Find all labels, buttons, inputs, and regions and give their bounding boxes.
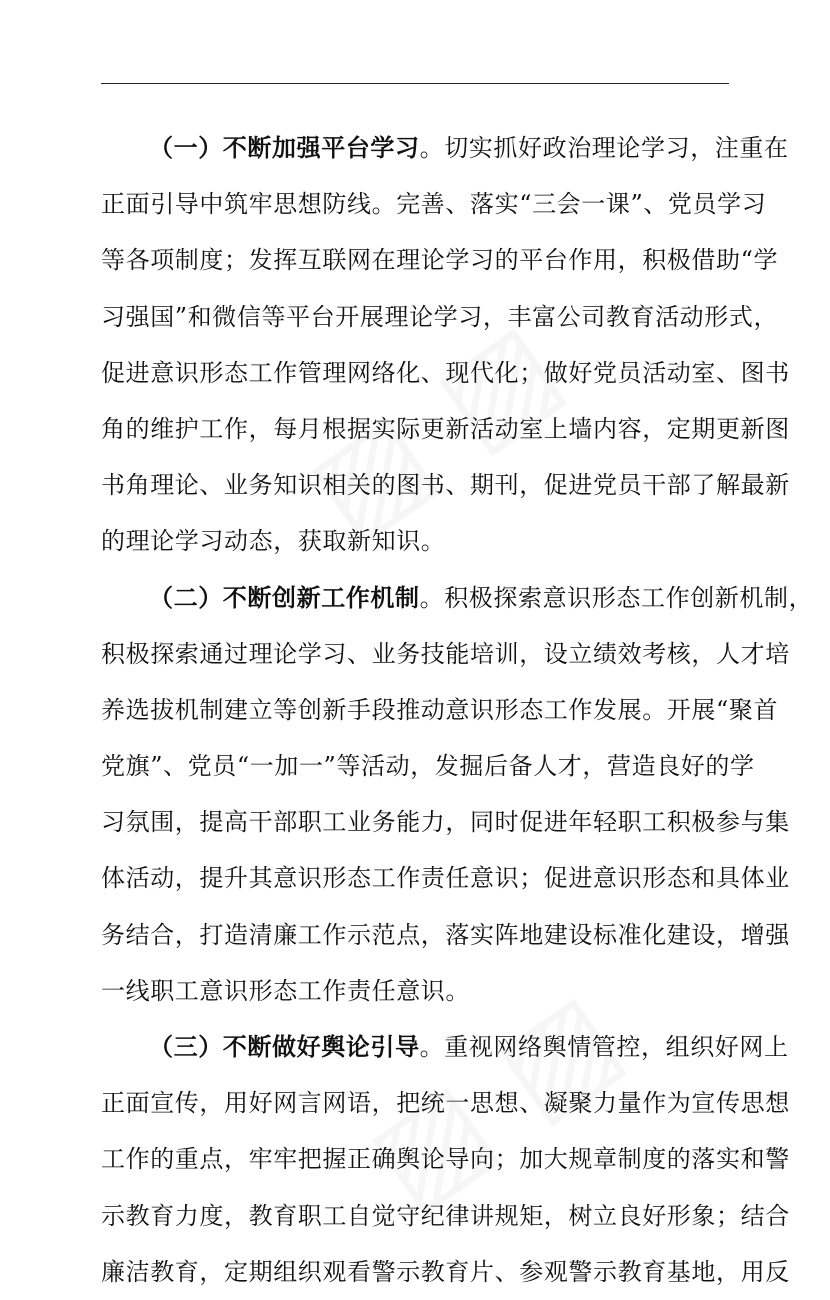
text-line: （二）不断创新工作机制。积极探索意识形态工作创新机制， [149,582,814,612]
text-line: 习强国”和微信等平台开展理论学习，丰富公司教育活动形式， [101,302,779,331]
text-line: 廉洁教育，定期组织观看警示教育片、参观警示教育基地，用反 [101,1257,790,1286]
text-line: 的理论学习动态，获取新知识。 [101,527,446,556]
text-line: （一）不断加强平台学习。切实抓好政治理论学习，注重在 [149,133,789,162]
text-line: 党旗”、党员“一加一”等活动，发掘后备人才，营造良好的学 [101,752,755,781]
text-line: 体活动，提升其意识形态工作责任意识；促进意识形态和具体业 [101,864,790,893]
header-rule [101,83,729,84]
text-line: 积极探索通过理论学习、业务技能培训，设立绩效考核，人才培 [101,639,790,668]
text-line: 示教育力度，教育职工自觉守纪律讲规矩，树立良好形象；结合 [101,1201,790,1230]
text-line: （三）不断做好舆论引导。重视网络舆情管控，组织好网上 [149,1032,789,1061]
text-line: 工作的重点，牢牢把握正确舆论导向；加大规章制度的落实和警 [101,1145,790,1174]
text-line: 习氛围，提高干部职工业务能力，同时促进年轻职工积极参与集 [101,808,790,837]
paragraph-2 [101,570,814,1020]
text-line: 角的维护工作，每月根据实际更新活动室上墙内容，定期更新图 [101,414,790,443]
document-body [101,120,814,1300]
text-line: 书角理论、业务知识相关的图书、期刊，促进党员干部了解最新 [101,471,790,500]
text-line: 等各项制度；发挥互联网在理论学习的平台作用，积极借助“学 [101,246,779,275]
section-heading: （一）不断加强平台学习 [149,133,420,162]
text-line: 一线职工意识形态工作责任意识。 [101,976,470,1005]
text-line: 正面引导中筑牢思想防线。完善、落实“三会一课”、党员学习 [101,190,767,219]
text-line: 促进意识形态工作管理网络化、现代化；做好党员活动室、图书 [101,358,790,387]
text-line: 务结合，打造清廉工作示范点，落实阵地建设标准化建设，增强 [101,920,790,949]
text-line: 养选拔机制建立等创新手段推动意识形态工作发展。开展“聚首 [101,695,779,724]
section-heading: （三）不断做好舆论引导 [149,1032,420,1061]
paragraph-3 [101,1019,790,1300]
paragraph-1 [101,120,790,570]
text-line: 正面宣传，用好网言网语，把统一思想、凝聚力量作为宣传思想 [101,1089,790,1118]
section-heading: （二）不断创新工作机制 [149,582,420,612]
